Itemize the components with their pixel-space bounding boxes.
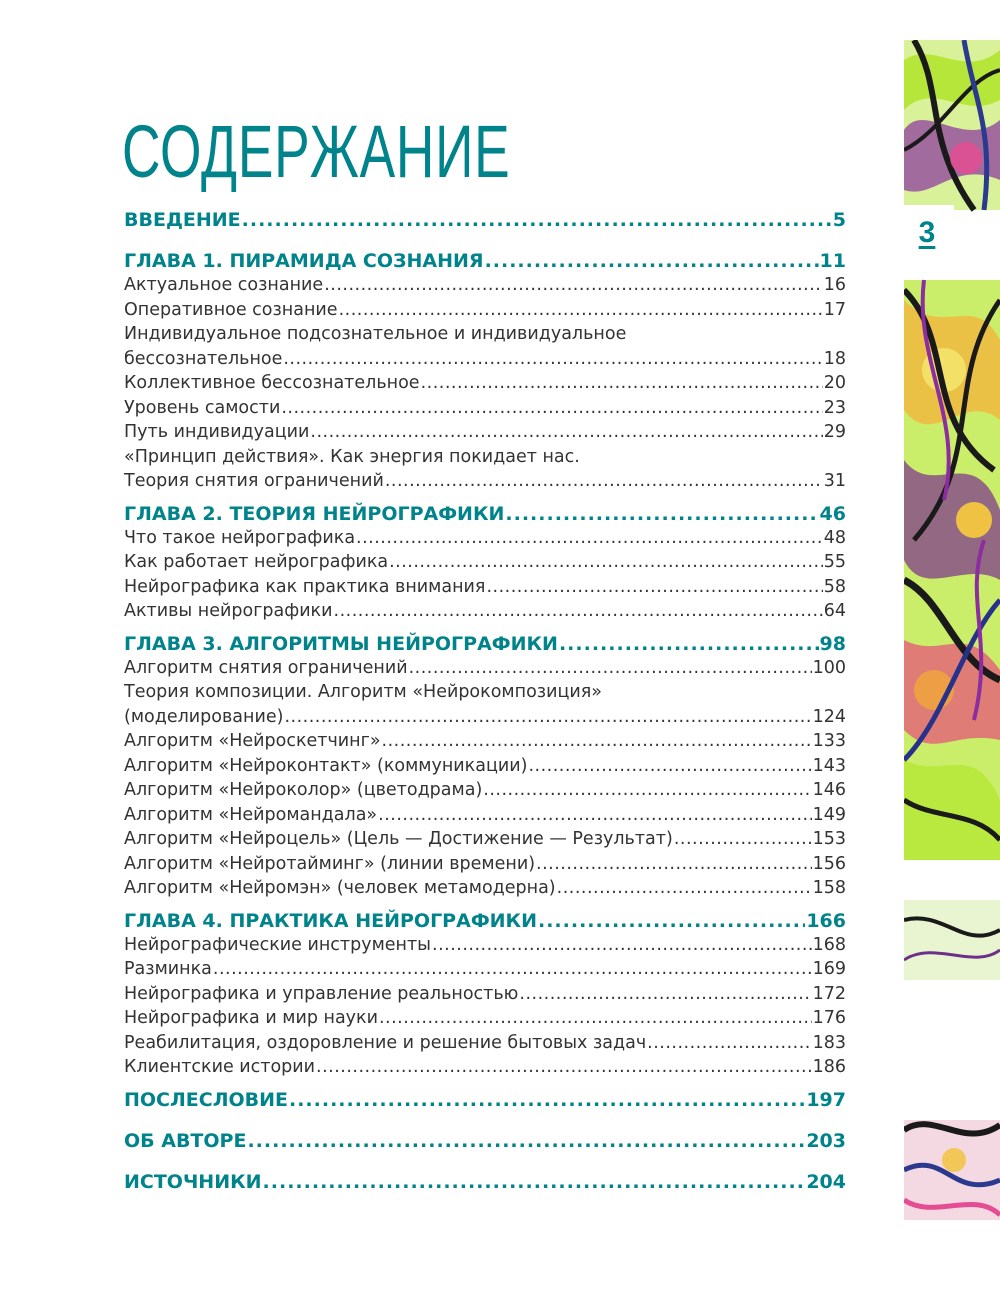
toc-entry[interactable]: [124, 933, 846, 958]
toc-page: 100: [812, 657, 846, 678]
leader-dots: [378, 803, 811, 828]
toc-page: 204: [806, 1170, 846, 1193]
toc-page: 58: [823, 576, 846, 597]
leader-dots: [247, 1129, 805, 1153]
toc-label: Путь индивидуации: [124, 422, 310, 442]
leader-dots: [528, 754, 811, 779]
toc-page: 203: [806, 1129, 846, 1152]
page-title: СОДЕРЖАНИЕ: [122, 110, 511, 193]
toc-entry[interactable]: [124, 803, 846, 828]
toc-label: ИСТОЧНИКИ: [124, 1170, 262, 1193]
leader-dots: [647, 1031, 811, 1056]
toc-entry[interactable]: [124, 1006, 846, 1031]
toc-label: Алгоритм снятия ограничений: [124, 657, 408, 678]
toc-page: 143: [812, 755, 846, 776]
toc-entry-about-author[interactable]: [124, 1129, 846, 1153]
toc-entry[interactable]: [124, 575, 846, 600]
toc-page: 20: [823, 373, 846, 393]
toc-label: Клиентские истории: [124, 1057, 316, 1077]
toc-entry[interactable]: [124, 526, 846, 551]
toc-entry-chapter-1[interactable]: [124, 249, 846, 273]
toc-label: Актуальное сознание: [124, 275, 324, 295]
leader-dots: [334, 599, 823, 624]
toc-label: Нейрографика и управление реальностью: [124, 983, 519, 1004]
toc-entry[interactable]: [124, 347, 846, 372]
toc-entry[interactable]: [124, 1055, 846, 1080]
toc-page: 5: [832, 209, 846, 231]
toc-label: Что такое нейрографика: [124, 527, 356, 548]
toc-page: 11: [819, 250, 846, 272]
toc-entry[interactable]: [124, 957, 846, 982]
toc-entry[interactable]: [124, 273, 846, 298]
toc-entry[interactable]: [124, 827, 846, 852]
toc-page: 166: [806, 909, 846, 932]
toc-label: Оперативное сознание: [124, 299, 338, 320]
toc-page: 169: [812, 959, 846, 979]
table-of-contents: [124, 208, 846, 1194]
leader-dots: [559, 632, 819, 656]
toc-entry[interactable]: [124, 298, 846, 323]
leader-dots: [289, 1088, 805, 1112]
toc-entry[interactable]: [124, 420, 846, 445]
page-number: 3: [918, 216, 936, 249]
toc-label: Активы нейрографики: [124, 601, 333, 621]
toc-page: 168: [812, 934, 846, 955]
toc-entry-chapter-3[interactable]: [124, 632, 846, 656]
toc-label: Реабилитация, оздоровление и решение бытовых задач: [124, 1032, 647, 1053]
toc-entry[interactable]: [124, 729, 846, 754]
toc-page: 158: [812, 878, 846, 898]
leader-dots: [283, 347, 822, 372]
toc-entry-intro[interactable]: [124, 208, 846, 232]
toc-label: ОБ АВТОРЕ: [124, 1129, 247, 1152]
toc-label: Нейрографика и мир науки: [124, 1008, 378, 1028]
toc-page: 46: [819, 502, 846, 525]
toc-label: Алгоритм «Нейроколор» (цветодрама): [124, 780, 483, 800]
toc-page: 149: [812, 804, 846, 825]
toc-label: Алгоритм «Нейротайминг» (линии времени): [124, 853, 536, 874]
toc-label: Алгоритм «Нейроконтакт» (коммуникации): [124, 755, 528, 776]
toc-label: Алгоритм «Нейромэн» (человек метамодерна): [124, 878, 556, 898]
toc-label: ГЛАВА 1. ПИРАМИДА СОЗНАНИЯ: [124, 250, 484, 272]
toc-entry[interactable]: [124, 656, 846, 681]
toc-entry[interactable]: [124, 550, 846, 575]
toc-label: Уровень самости: [124, 397, 281, 418]
toc-entry[interactable]: [124, 396, 846, 421]
toc-page: 176: [812, 1008, 846, 1028]
toc-label: ВВЕДЕНИЕ: [124, 209, 241, 231]
toc-label: Нейрографика как практика внимания: [124, 576, 486, 597]
toc-page: 197: [806, 1088, 846, 1111]
toc-page: 186: [812, 1057, 846, 1077]
toc-page: 133: [812, 731, 846, 751]
leader-dots: [538, 909, 805, 933]
leader-dots: [389, 550, 823, 575]
toc-label: Алгоритм «Нейроскетчинг»: [124, 731, 381, 751]
leader-dots: [310, 420, 822, 445]
toc-page: 183: [812, 1032, 846, 1053]
toc-page: 98: [819, 632, 846, 655]
toc-label: Алгоритм «Нейроцель» (Цель — Достижение — Результат): [124, 829, 673, 849]
toc-entry-chapter-4[interactable]: [124, 909, 846, 933]
toc-entry-first-line[interactable]: «Принцип действия». Как энергия покидает нас.: [124, 446, 580, 467]
leader-dots: [263, 1170, 806, 1194]
toc-label: ГЛАВА 4. ПРАКТИКА НЕЙРОГРАФИКИ: [124, 909, 537, 932]
toc-entry[interactable]: [124, 469, 846, 494]
leader-dots: [379, 1006, 812, 1031]
leader-dots: [316, 1055, 812, 1080]
toc-label: Разминка: [124, 959, 212, 979]
toc-entry[interactable]: [124, 754, 846, 779]
toc-page: 17: [823, 299, 846, 320]
toc-entry-sources[interactable]: [124, 1170, 846, 1194]
leader-dots: [432, 933, 812, 958]
toc-page: 124: [812, 706, 846, 727]
toc-label: Как работает нейрографика: [124, 552, 389, 572]
toc-label: ПОСЛЕСЛОВИЕ: [124, 1088, 288, 1111]
toc-page: 16: [823, 275, 846, 295]
toc-label: Теория снятия ограничений: [124, 471, 384, 491]
toc-entry-first-line[interactable]: Индивидуальное подсознательное и индивидуальное: [124, 324, 627, 344]
leader-dots: [674, 827, 812, 852]
toc-entry[interactable]: [124, 982, 846, 1007]
toc-page: 153: [812, 829, 846, 849]
toc-page: 48: [823, 527, 846, 548]
leader-dots: [409, 656, 812, 681]
leader-dots: [505, 502, 818, 526]
leader-dots: [382, 729, 812, 754]
leader-dots: [356, 526, 823, 551]
leader-dots: [284, 705, 811, 730]
toc-entry[interactable]: [124, 852, 846, 877]
leader-dots: [519, 982, 811, 1007]
leader-dots: [483, 778, 811, 803]
page-number-tab: [904, 205, 954, 265]
leader-dots: [486, 575, 822, 600]
toc-page: 18: [823, 348, 846, 369]
toc-page: 55: [823, 552, 846, 572]
toc-label: Алгоритм «Нейромандала»: [124, 804, 378, 825]
toc-label: бессознательное: [124, 348, 283, 369]
toc-page: 146: [812, 780, 846, 800]
toc-entry-afterword[interactable]: [124, 1088, 846, 1112]
leader-dots: [536, 852, 812, 877]
toc-page: 64: [823, 601, 846, 621]
toc-page: 23: [823, 397, 846, 418]
leader-dots: [339, 298, 823, 323]
toc-label: ГЛАВА 3. АЛГОРИТМЫ НЕЙРОГРАФИКИ: [124, 632, 558, 655]
toc-entry-chapter-2[interactable]: [124, 502, 846, 526]
leader-dots: [485, 249, 819, 273]
toc-entry[interactable]: [124, 876, 846, 901]
toc-label: (моделирование): [124, 706, 284, 727]
toc-entry[interactable]: [124, 705, 846, 730]
toc-page: 31: [823, 471, 846, 491]
leader-dots: [281, 396, 822, 421]
toc-entry[interactable]: [124, 778, 846, 803]
toc-page: 172: [812, 983, 846, 1004]
leader-dots: [242, 208, 832, 232]
toc-entry[interactable]: [124, 371, 846, 396]
toc-entry-first-line[interactable]: Теория композиции. Алгоритм «Нейрокомпозиция»: [124, 682, 602, 702]
toc-page: 29: [823, 422, 846, 442]
leader-dots: [213, 957, 812, 982]
leader-dots: [324, 273, 823, 298]
leader-dots: [557, 876, 812, 901]
leader-dots: [421, 371, 823, 396]
toc-entry[interactable]: [124, 599, 846, 624]
toc-label: Коллективное бессознательное: [124, 373, 420, 393]
toc-label: ГЛАВА 2. ТЕОРИЯ НЕЙРОГРАФИКИ: [124, 502, 505, 525]
toc-label: Нейрографические инструменты: [124, 934, 431, 955]
leader-dots: [385, 469, 823, 494]
toc-page: 156: [812, 853, 846, 874]
toc-entry[interactable]: [124, 1031, 846, 1056]
